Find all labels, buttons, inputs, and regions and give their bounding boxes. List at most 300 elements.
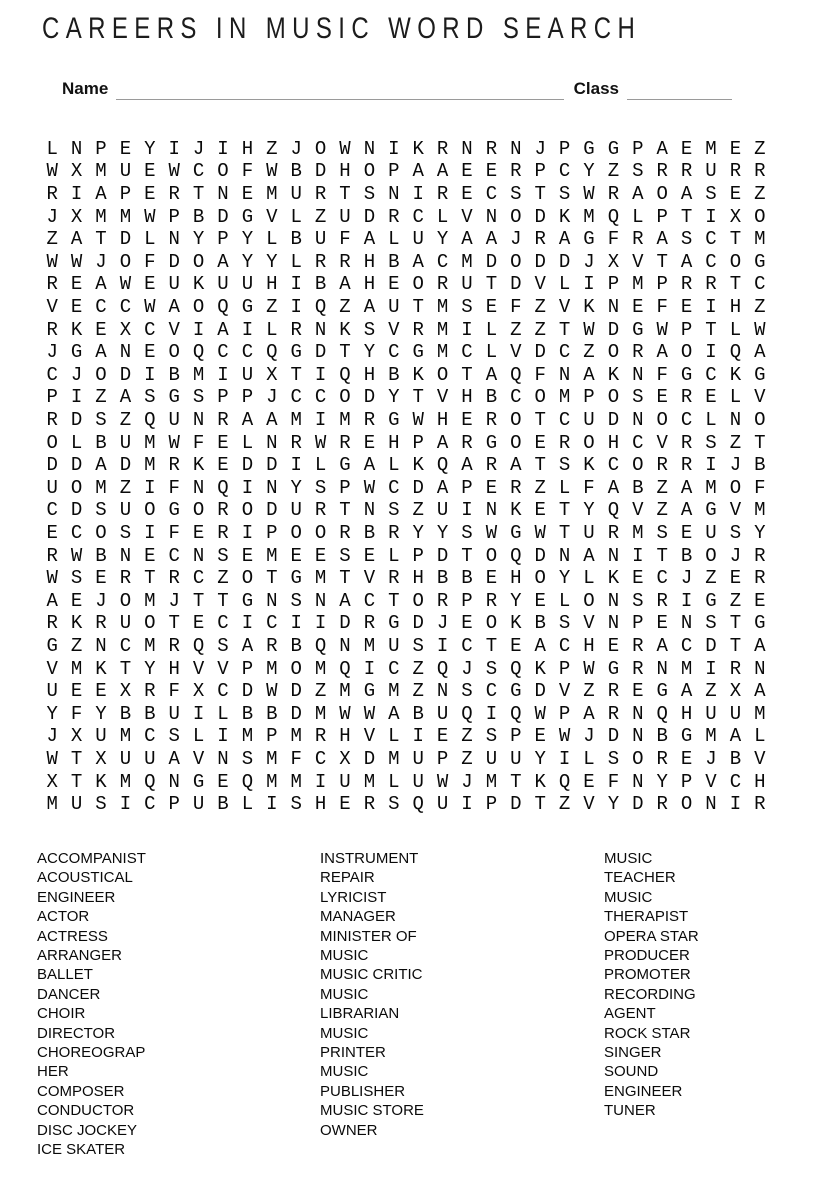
grid-letter: Q bbox=[558, 770, 571, 793]
grid-letter: E bbox=[144, 182, 156, 205]
grid-letter: Y bbox=[266, 250, 278, 273]
grid-letter: S bbox=[192, 386, 205, 409]
grid-letter: S bbox=[607, 747, 620, 770]
grid-letter: V bbox=[558, 295, 571, 318]
grid-letter: V bbox=[534, 273, 546, 296]
grid-letter: P bbox=[680, 318, 693, 341]
grid-letter: F bbox=[510, 295, 522, 318]
grid-letter: V bbox=[754, 386, 766, 409]
grid-letter: P bbox=[656, 273, 668, 296]
grid-letter: K bbox=[192, 273, 205, 296]
grid-letter: D bbox=[119, 363, 132, 386]
grid-letter: W bbox=[266, 680, 278, 703]
grid-letter: O bbox=[510, 431, 522, 454]
grid-letter: I bbox=[266, 793, 278, 816]
grid-letter: O bbox=[583, 589, 595, 612]
class-blank-line bbox=[627, 79, 732, 100]
grid-letter: G bbox=[705, 589, 717, 612]
grid-letter: S bbox=[461, 521, 473, 544]
grid-letter: G bbox=[583, 137, 595, 160]
grid-letter: E bbox=[534, 431, 546, 454]
grid-letter: S bbox=[70, 567, 83, 590]
grid-letter: T bbox=[119, 657, 132, 680]
grid-letter: A bbox=[754, 680, 766, 703]
grid-letter: K bbox=[70, 318, 83, 341]
grid-letter: U bbox=[241, 363, 254, 386]
grid-letter: A bbox=[339, 273, 351, 296]
grid-letter: D bbox=[70, 408, 83, 431]
grid-letter: I bbox=[119, 793, 132, 816]
grid-letter: N bbox=[217, 182, 229, 205]
grid-letter: B bbox=[632, 476, 644, 499]
grid-letter: D bbox=[412, 612, 424, 635]
grid-letter: R bbox=[266, 634, 278, 657]
grid-letter: C bbox=[558, 341, 571, 364]
grid-letter: N bbox=[266, 476, 278, 499]
grid-letter: R bbox=[607, 182, 620, 205]
grid-letter: X bbox=[729, 205, 742, 228]
grid-letter: U bbox=[583, 408, 595, 431]
grid-letter: A bbox=[754, 634, 766, 657]
grid-letter: L bbox=[388, 454, 400, 477]
grid-letter: W bbox=[412, 408, 424, 431]
grid-letter: M bbox=[266, 657, 278, 680]
grid-letter: L bbox=[192, 725, 205, 748]
grid-letter: T bbox=[729, 273, 742, 296]
grid-letter: Q bbox=[339, 657, 351, 680]
word-list-item: AGENT bbox=[604, 1005, 656, 1023]
grid-letter: W bbox=[534, 702, 546, 725]
grid-letter: A bbox=[217, 250, 229, 273]
grid-letter: Z bbox=[534, 295, 546, 318]
grid-letter: U bbox=[388, 634, 400, 657]
word-search-grid bbox=[40, 138, 772, 816]
grid-letter: H bbox=[607, 431, 620, 454]
grid-letter: T bbox=[485, 634, 498, 657]
grid-letter: R bbox=[46, 318, 58, 341]
grid-letter: N bbox=[680, 612, 693, 635]
grid-letter: B bbox=[388, 363, 400, 386]
word-list-item: LYRICIST bbox=[320, 888, 387, 906]
grid-letter: V bbox=[461, 205, 473, 228]
grid-letter: U bbox=[119, 160, 132, 183]
grid-letter: C bbox=[119, 295, 132, 318]
grid-letter: T bbox=[656, 250, 668, 273]
grid-letter: M bbox=[95, 205, 107, 228]
grid-letter: A bbox=[485, 363, 498, 386]
grid-letter: B bbox=[680, 544, 693, 567]
grid-letter: A bbox=[485, 228, 498, 251]
grid-letter: M bbox=[119, 725, 132, 748]
grid-letter: M bbox=[632, 521, 644, 544]
grid-letter: E bbox=[290, 544, 302, 567]
grid-letter: R bbox=[314, 499, 327, 522]
grid-letter: T bbox=[339, 182, 351, 205]
grid-letter: S bbox=[632, 589, 644, 612]
grid-letter: H bbox=[412, 567, 424, 590]
grid-letter: P bbox=[217, 386, 229, 409]
grid-letter: U bbox=[485, 747, 498, 770]
grid-letter: N bbox=[632, 725, 644, 748]
grid-letter: I bbox=[192, 702, 205, 725]
grid-letter: Y bbox=[656, 770, 668, 793]
grid-letter: M bbox=[46, 793, 58, 816]
grid-letter: I bbox=[388, 137, 400, 160]
grid-letter: T bbox=[70, 747, 83, 770]
grid-letter: W bbox=[119, 273, 132, 296]
grid-letter: C bbox=[656, 567, 668, 590]
grid-letter: R bbox=[680, 386, 693, 409]
grid-letter: N bbox=[192, 544, 205, 567]
grid-letter: S bbox=[558, 612, 571, 635]
grid-letter: Y bbox=[144, 657, 156, 680]
grid-letter: C bbox=[436, 250, 449, 273]
grid-letter: A bbox=[680, 680, 693, 703]
grid-letter: G bbox=[680, 363, 693, 386]
grid-letter: H bbox=[583, 634, 595, 657]
grid-letter: N bbox=[363, 499, 376, 522]
grid-letter: G bbox=[290, 341, 302, 364]
grid-letter: D bbox=[119, 228, 132, 251]
grid-letter: J bbox=[46, 341, 58, 364]
grid-letter: O bbox=[485, 544, 498, 567]
grid-letter: E bbox=[70, 589, 83, 612]
grid-letter: A bbox=[95, 341, 107, 364]
grid-letter: U bbox=[241, 273, 254, 296]
grid-letter: W bbox=[339, 137, 351, 160]
grid-letter: C bbox=[144, 725, 156, 748]
grid-letter: I bbox=[680, 589, 693, 612]
grid-letter: A bbox=[656, 341, 668, 364]
grid-letter: B bbox=[144, 702, 156, 725]
word-list-item: MUSIC CRITIC bbox=[320, 966, 423, 984]
grid-letter: M bbox=[314, 567, 327, 590]
grid-letter: T bbox=[95, 228, 107, 251]
word-list-item: MUSIC bbox=[320, 985, 369, 1003]
grid-letter: S bbox=[705, 612, 717, 635]
grid-letter: U bbox=[168, 702, 180, 725]
grid-letter: C bbox=[314, 747, 327, 770]
grid-letter: I bbox=[412, 182, 424, 205]
grid-letter: J bbox=[461, 770, 473, 793]
grid-letter: O bbox=[217, 160, 229, 183]
grid-letter: V bbox=[168, 318, 180, 341]
grid-letter: A bbox=[70, 228, 83, 251]
grid-letter: C bbox=[192, 567, 205, 590]
grid-letter: O bbox=[95, 363, 107, 386]
grid-letter: C bbox=[412, 205, 424, 228]
grid-letter: D bbox=[314, 341, 327, 364]
grid-letter: E bbox=[46, 521, 58, 544]
word-list-item: THERAPIST bbox=[604, 908, 689, 926]
grid-letter: N bbox=[363, 137, 376, 160]
grid-letter: B bbox=[729, 747, 742, 770]
grid-letter: M bbox=[754, 499, 766, 522]
grid-letter: C bbox=[485, 182, 498, 205]
grid-letter: C bbox=[168, 544, 180, 567]
grid-letter: P bbox=[339, 476, 351, 499]
name-label: Name bbox=[62, 79, 109, 98]
grid-letter: V bbox=[363, 567, 376, 590]
grid-letter: Z bbox=[266, 137, 278, 160]
grid-letter: K bbox=[534, 657, 546, 680]
word-list-item: ENGINEER bbox=[604, 1082, 683, 1100]
grid-letter: O bbox=[534, 567, 546, 590]
grid-letter: L bbox=[485, 318, 498, 341]
grid-letter: P bbox=[241, 386, 254, 409]
grid-letter: W bbox=[314, 431, 327, 454]
grid-letter: I bbox=[705, 295, 717, 318]
grid-letter: E bbox=[534, 499, 546, 522]
grid-letter: C bbox=[266, 612, 278, 635]
grid-letter: U bbox=[119, 431, 132, 454]
grid-letter: C bbox=[388, 476, 400, 499]
grid-letter: P bbox=[412, 431, 424, 454]
grid-letter: K bbox=[412, 363, 424, 386]
grid-letter: S bbox=[95, 499, 107, 522]
grid-letter: T bbox=[534, 408, 546, 431]
grid-letter: Q bbox=[607, 499, 620, 522]
grid-letter: G bbox=[510, 680, 522, 703]
grid-letter: R bbox=[95, 612, 107, 635]
grid-letter: A bbox=[461, 454, 473, 477]
grid-letter: C bbox=[46, 363, 58, 386]
word-list-item: PRODUCER bbox=[604, 947, 690, 965]
grid-letter: I bbox=[241, 476, 254, 499]
grid-letter: M bbox=[95, 476, 107, 499]
grid-letter: Y bbox=[534, 747, 546, 770]
grid-letter: H bbox=[363, 363, 376, 386]
grid-letter: U bbox=[729, 702, 742, 725]
grid-letter: W bbox=[168, 431, 180, 454]
grid-letter: O bbox=[70, 476, 83, 499]
grid-letter: C bbox=[217, 341, 229, 364]
grid-letter: U bbox=[314, 228, 327, 251]
grid-letter: N bbox=[192, 476, 205, 499]
grid-letter: M bbox=[144, 589, 156, 612]
grid-letter: R bbox=[632, 341, 644, 364]
grid-letter: B bbox=[461, 567, 473, 590]
grid-letter: P bbox=[558, 702, 571, 725]
grid-letter: S bbox=[680, 228, 693, 251]
grid-letter: Q bbox=[217, 295, 229, 318]
grid-letter: Y bbox=[363, 341, 376, 364]
grid-letter: G bbox=[583, 228, 595, 251]
grid-letter: I bbox=[314, 770, 327, 793]
grid-letter: M bbox=[363, 770, 376, 793]
grid-letter: W bbox=[583, 318, 595, 341]
grid-letter: O bbox=[632, 747, 644, 770]
grid-letter: F bbox=[241, 160, 254, 183]
grid-letter: P bbox=[558, 657, 571, 680]
grid-letter: R bbox=[754, 793, 766, 816]
grid-letter: T bbox=[656, 544, 668, 567]
grid-letter: M bbox=[436, 341, 449, 364]
grid-letter: U bbox=[412, 228, 424, 251]
grid-letter: I bbox=[290, 273, 302, 296]
grid-letter: I bbox=[144, 363, 156, 386]
grid-letter: D bbox=[705, 634, 717, 657]
grid-letter: M bbox=[485, 770, 498, 793]
grid-letter: D bbox=[534, 544, 546, 567]
grid-letter: A bbox=[363, 454, 376, 477]
grid-letter: T bbox=[485, 273, 498, 296]
grid-letter: G bbox=[607, 137, 620, 160]
grid-letter: B bbox=[412, 702, 424, 725]
grid-letter: C bbox=[461, 341, 473, 364]
grid-letter: Z bbox=[314, 205, 327, 228]
grid-letter: S bbox=[290, 589, 302, 612]
grid-letter: L bbox=[388, 770, 400, 793]
grid-letter: R bbox=[754, 160, 766, 183]
grid-letter: D bbox=[290, 680, 302, 703]
grid-letter: O bbox=[680, 793, 693, 816]
grid-letter: W bbox=[534, 521, 546, 544]
grid-letter: C bbox=[705, 228, 717, 251]
grid-letter: T bbox=[412, 295, 424, 318]
grid-letter: V bbox=[46, 295, 58, 318]
grid-letter: M bbox=[558, 386, 571, 409]
word-list-item: ICE SKATER bbox=[37, 1141, 126, 1159]
grid-letter: L bbox=[729, 318, 742, 341]
grid-letter: A bbox=[583, 363, 595, 386]
grid-letter: I bbox=[314, 408, 327, 431]
grid-letter: N bbox=[558, 544, 571, 567]
grid-letter: Z bbox=[558, 793, 571, 816]
grid-letter: Z bbox=[339, 295, 351, 318]
grid-letter: X bbox=[119, 318, 132, 341]
grid-letter: C bbox=[119, 634, 132, 657]
grid-letter: D bbox=[534, 680, 546, 703]
grid-letter: X bbox=[95, 747, 107, 770]
grid-letter: K bbox=[510, 612, 522, 635]
grid-letter: A bbox=[95, 182, 107, 205]
grid-letter: V bbox=[583, 793, 595, 816]
grid-letter: D bbox=[607, 408, 620, 431]
grid-letter: N bbox=[314, 589, 327, 612]
grid-letter: R bbox=[656, 589, 668, 612]
grid-letter: M bbox=[314, 657, 327, 680]
grid-letter: I bbox=[241, 318, 254, 341]
grid-letter: B bbox=[95, 544, 107, 567]
grid-letter: E bbox=[339, 793, 351, 816]
grid-letter: C bbox=[388, 657, 400, 680]
grid-letter: S bbox=[363, 182, 376, 205]
grid-letter: D bbox=[510, 273, 522, 296]
grid-letter: X bbox=[607, 250, 620, 273]
grid-letter: V bbox=[192, 657, 205, 680]
grid-letter: P bbox=[168, 205, 180, 228]
grid-letter: S bbox=[510, 182, 522, 205]
grid-letter: N bbox=[95, 634, 107, 657]
grid-letter: T bbox=[558, 521, 571, 544]
word-list-item: MUSIC bbox=[604, 850, 653, 867]
grid-letter: Z bbox=[534, 318, 546, 341]
grid-letter: E bbox=[95, 567, 107, 590]
grid-letter: S bbox=[656, 521, 668, 544]
grid-letter: V bbox=[656, 431, 668, 454]
grid-letter: A bbox=[241, 634, 254, 657]
grid-letter: K bbox=[558, 205, 571, 228]
grid-letter: E bbox=[632, 680, 644, 703]
grid-letter: R bbox=[632, 228, 644, 251]
grid-letter: A bbox=[436, 160, 449, 183]
word-list-item: OWNER bbox=[320, 1121, 378, 1139]
grid-letter: U bbox=[119, 612, 132, 635]
grid-letter: M bbox=[461, 250, 473, 273]
grid-letter: Q bbox=[510, 657, 522, 680]
grid-letter: U bbox=[144, 747, 156, 770]
grid-letter: K bbox=[607, 363, 620, 386]
grid-letter: C bbox=[558, 408, 571, 431]
grid-letter: I bbox=[192, 318, 205, 341]
grid-letter: D bbox=[632, 793, 644, 816]
grid-letter: G bbox=[632, 318, 644, 341]
grid-letter: O bbox=[656, 408, 668, 431]
grid-letter: K bbox=[510, 499, 522, 522]
grid-letter: P bbox=[534, 160, 546, 183]
page-title: CAREERS IN MUSIC WORD SEARCH bbox=[42, 12, 642, 45]
grid-letter: W bbox=[144, 295, 156, 318]
grid-letter: X bbox=[70, 160, 83, 183]
grid-letter: G bbox=[680, 725, 693, 748]
grid-letter: F bbox=[607, 228, 620, 251]
grid-letter: T bbox=[290, 363, 302, 386]
grid-letter: G bbox=[754, 612, 766, 635]
grid-letter: T bbox=[339, 567, 351, 590]
grid-letter: K bbox=[412, 454, 424, 477]
grid-letter: L bbox=[754, 725, 766, 748]
grid-letter: M bbox=[339, 680, 351, 703]
grid-letter: N bbox=[192, 408, 205, 431]
grid-letter: A bbox=[95, 454, 107, 477]
grid-letter: Y bbox=[412, 521, 424, 544]
grid-letter: U bbox=[461, 273, 473, 296]
grid-letter: U bbox=[705, 160, 717, 183]
grid-letter: U bbox=[436, 702, 449, 725]
grid-letter: N bbox=[266, 589, 278, 612]
grid-letter: U bbox=[46, 476, 58, 499]
grid-letter: D bbox=[314, 160, 327, 183]
grid-letter: D bbox=[607, 725, 620, 748]
grid-letter: Y bbox=[607, 793, 620, 816]
grid-letter: R bbox=[485, 408, 498, 431]
grid-letter: L bbox=[144, 228, 156, 251]
grid-letter: A bbox=[656, 137, 668, 160]
grid-letter: I bbox=[314, 363, 327, 386]
grid-letter: N bbox=[119, 341, 132, 364]
grid-letter: S bbox=[461, 295, 473, 318]
grid-letter: I bbox=[168, 137, 180, 160]
grid-letter: Z bbox=[729, 589, 742, 612]
grid-letter: Z bbox=[412, 499, 424, 522]
grid-letter: O bbox=[119, 250, 132, 273]
word-list-item: PROMOTER bbox=[604, 966, 691, 984]
grid-letter: I bbox=[290, 295, 302, 318]
grid-letter: E bbox=[363, 544, 376, 567]
grid-letter: A bbox=[729, 725, 742, 748]
grid-letter: A bbox=[656, 228, 668, 251]
grid-letter: A bbox=[583, 544, 595, 567]
grid-letter: J bbox=[729, 544, 742, 567]
grid-letter: S bbox=[705, 431, 717, 454]
grid-letter: G bbox=[754, 363, 766, 386]
grid-letter: Y bbox=[388, 386, 400, 409]
word-list-item: DISC JOCKEY bbox=[37, 1121, 138, 1139]
grid-letter: D bbox=[70, 454, 83, 477]
grid-letter: C bbox=[290, 386, 302, 409]
grid-letter: F bbox=[168, 521, 180, 544]
